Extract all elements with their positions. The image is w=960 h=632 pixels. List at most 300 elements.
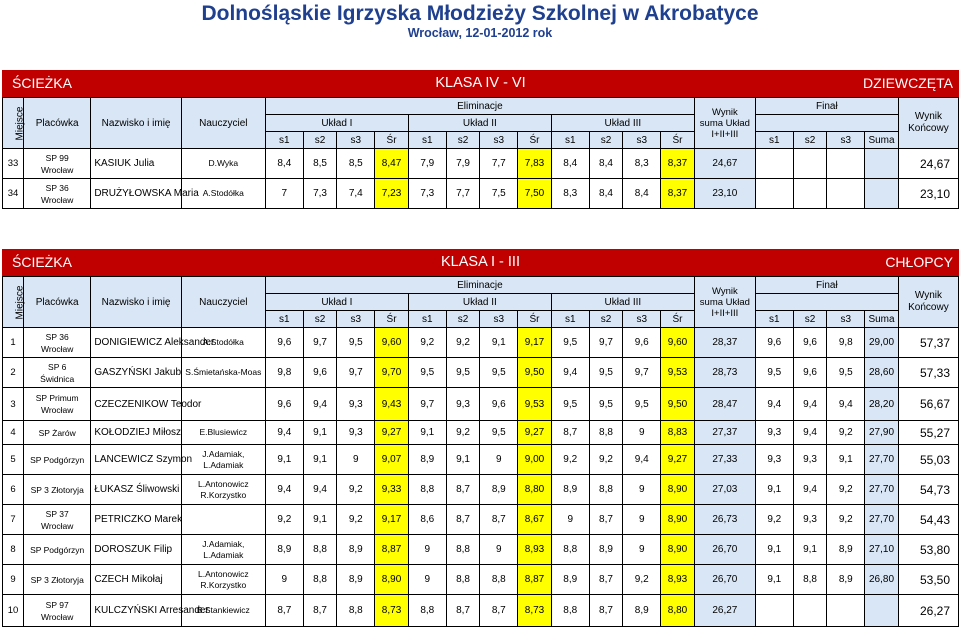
school-cell: SP 99 Wrocław xyxy=(24,149,91,179)
score-cell: 9,2 xyxy=(337,475,375,505)
score-cell: 9,6 xyxy=(480,388,518,421)
header-cell: s3 xyxy=(827,132,865,149)
final-score-cell: 9,2 xyxy=(827,421,865,445)
final-score-cell: 9,2 xyxy=(827,505,865,535)
header-cell: s2 xyxy=(589,132,623,149)
header-cell: Śr xyxy=(375,311,409,328)
section-girls-iv-vi xyxy=(2,70,959,209)
header-cell: s1 xyxy=(551,132,589,149)
score-cell: 8,7 xyxy=(303,595,337,627)
score-cell: 9,7 xyxy=(623,358,661,388)
score-cell: 8,7 xyxy=(551,421,589,445)
score-cell: 8,8 xyxy=(446,535,480,565)
score-cell: 9,1 xyxy=(480,328,518,358)
score-cell: 9,27 xyxy=(661,445,695,475)
score-cell: 8,7 xyxy=(480,505,518,535)
score-cell: 9 xyxy=(265,565,303,595)
final-score-cell: 9,4 xyxy=(827,388,865,421)
score-cell: 8,4 xyxy=(265,149,303,179)
score-cell: 8,87 xyxy=(518,565,552,595)
final-score-cell: 27,70 xyxy=(865,475,899,505)
score-cell: 8,8 xyxy=(408,595,446,627)
score-cell: 8,3 xyxy=(623,149,661,179)
header-cell: Układ III xyxy=(551,294,694,311)
page-subtitle: Wrocław, 12-01-2012 rok xyxy=(407,26,553,40)
final-total-cell: 53,80 xyxy=(898,535,958,565)
score-cell: 9,5 xyxy=(480,421,518,445)
banner-left: ŚCIEŻKA xyxy=(12,75,72,91)
header-miejsce: Miejsce xyxy=(3,277,24,328)
score-cell: 8,47 xyxy=(375,149,409,179)
score-cell: 9,6 xyxy=(623,328,661,358)
score-cell: 7,9 xyxy=(446,149,480,179)
score-cell: 9,43 xyxy=(375,388,409,421)
final-score-cell: 28,20 xyxy=(865,388,899,421)
score-cell: 8,90 xyxy=(661,505,695,535)
school-cell: SP Podgórzyn xyxy=(24,445,91,475)
score-cell: 9,4 xyxy=(623,445,661,475)
place-cell: 1 xyxy=(3,328,24,358)
header-cell: Układ I xyxy=(265,115,408,132)
header-cell: s1 xyxy=(551,311,589,328)
final-score-cell xyxy=(755,595,793,627)
score-cell: 9,1 xyxy=(408,421,446,445)
athlete-name: KOŁODZIEJ Miłosz xyxy=(91,421,181,445)
header-cell: Nazwisko i imię xyxy=(91,98,181,149)
section-boys-i-iii xyxy=(2,249,959,627)
score-cell: 9,4 xyxy=(303,475,337,505)
score-cell: 8,8 xyxy=(589,475,623,505)
final-score-cell xyxy=(827,179,865,209)
header-wynik-koncowy: Wynik Końcowy xyxy=(898,98,958,149)
header-cell: Układ II xyxy=(408,115,551,132)
table-row xyxy=(3,358,959,388)
score-cell: 9,60 xyxy=(375,328,409,358)
score-cell: 8,4 xyxy=(551,149,589,179)
table-row xyxy=(3,475,959,505)
header-cell: Układ II xyxy=(408,294,551,311)
teacher-cell: J.Adamiak, L.Adamiak xyxy=(181,535,265,565)
school-cell: SP 36 Wrocław xyxy=(24,328,91,358)
score-cell: 7,9 xyxy=(408,149,446,179)
score-cell: 8,67 xyxy=(518,505,552,535)
score-cell: 7,3 xyxy=(408,179,446,209)
score-cell: 8,9 xyxy=(408,445,446,475)
score-cell: 9,5 xyxy=(589,388,623,421)
elim-sum-cell: 27,33 xyxy=(694,445,755,475)
score-cell: 9,5 xyxy=(623,388,661,421)
final-score-cell: 9,8 xyxy=(827,328,865,358)
school-cell: SP 97 Wrocław xyxy=(24,595,91,627)
final-total-cell: 56,67 xyxy=(898,388,958,421)
score-cell: 9,2 xyxy=(589,445,623,475)
final-total-cell: 24,67 xyxy=(898,149,958,179)
final-score-cell: 9,5 xyxy=(827,358,865,388)
place-cell: 5 xyxy=(3,445,24,475)
header-cell: Śr xyxy=(661,311,695,328)
header-cell: Układ III xyxy=(551,115,694,132)
final-total-cell: 54,43 xyxy=(898,505,958,535)
athlete-name: CZECZENIKOW Teodor xyxy=(91,388,181,421)
table-row xyxy=(3,505,959,535)
score-cell: 8,8 xyxy=(480,565,518,595)
athlete-name: DOROSZUK Filip xyxy=(91,535,181,565)
banner-left: ŚCIEŻKA xyxy=(12,254,72,270)
final-total-cell: 26,27 xyxy=(898,595,958,627)
final-score-cell xyxy=(827,149,865,179)
school-cell: SP 3 Złotoryja xyxy=(24,475,91,505)
score-cell: 9,1 xyxy=(303,421,337,445)
header-cell: s1 xyxy=(408,311,446,328)
score-cell: 9,1 xyxy=(265,445,303,475)
score-cell: 9,17 xyxy=(518,328,552,358)
header-cell: Suma xyxy=(865,311,899,328)
score-cell: 9 xyxy=(623,535,661,565)
score-cell: 8,8 xyxy=(446,565,480,595)
elim-sum-cell: 24,67 xyxy=(694,149,755,179)
header-cell: Układ I xyxy=(265,294,408,311)
score-cell: 8,7 xyxy=(589,565,623,595)
table-row xyxy=(3,445,959,475)
score-cell: 7 xyxy=(265,179,303,209)
final-score-cell: 8,8 xyxy=(793,565,827,595)
teacher-cell: E.Blusiewicz xyxy=(181,421,265,445)
place-cell: 2 xyxy=(3,358,24,388)
athlete-name: GASZYŃSKI Jakub xyxy=(91,358,181,388)
score-cell: 9,1 xyxy=(303,445,337,475)
score-cell: 9,33 xyxy=(375,475,409,505)
final-total-cell: 55,03 xyxy=(898,445,958,475)
place-cell: 34 xyxy=(3,179,24,209)
header-cell: s2 xyxy=(589,311,623,328)
score-cell: 9 xyxy=(408,535,446,565)
final-score-cell xyxy=(793,595,827,627)
header-cell: s3 xyxy=(480,311,518,328)
header-cell: s3 xyxy=(480,132,518,149)
score-cell: 9,17 xyxy=(375,505,409,535)
final-score-cell: 9,4 xyxy=(793,388,827,421)
athlete-name: KULCZYŃSKI Arresander xyxy=(91,595,181,627)
score-cell: 9,27 xyxy=(518,421,552,445)
header-cell: s1 xyxy=(755,311,793,328)
score-cell: 9,3 xyxy=(337,421,375,445)
score-cell: 8,4 xyxy=(589,149,623,179)
score-cell: 9 xyxy=(408,565,446,595)
school-cell: SP Podgórzyn xyxy=(24,535,91,565)
score-cell: 9 xyxy=(623,505,661,535)
score-cell: 8,9 xyxy=(337,565,375,595)
score-cell: 8,8 xyxy=(303,565,337,595)
teacher-cell: L.Antonowicz R.Korzystko xyxy=(181,475,265,505)
table-row xyxy=(3,388,959,421)
score-cell: 8,9 xyxy=(623,595,661,627)
final-score-cell: 8,9 xyxy=(827,565,865,595)
score-cell: 9,8 xyxy=(265,358,303,388)
final-score-cell: 27,70 xyxy=(865,445,899,475)
final-total-cell: 57,37 xyxy=(898,328,958,358)
score-cell: 8,37 xyxy=(661,149,695,179)
score-cell: 9,2 xyxy=(551,445,589,475)
score-cell: 9,3 xyxy=(337,388,375,421)
score-cell: 8,93 xyxy=(518,535,552,565)
header-cell: Śr xyxy=(375,132,409,149)
score-cell: 9,4 xyxy=(265,475,303,505)
score-cell: 9,5 xyxy=(408,358,446,388)
score-cell: 8,80 xyxy=(518,475,552,505)
score-cell: 9,2 xyxy=(623,565,661,595)
score-cell: 9,7 xyxy=(589,328,623,358)
header-cell: s3 xyxy=(337,311,375,328)
header-cell: s3 xyxy=(623,132,661,149)
score-cell: 7,50 xyxy=(518,179,552,209)
teacher-cell: L.Antonowicz R.Korzystko xyxy=(181,565,265,595)
elim-sum-cell: 27,37 xyxy=(694,421,755,445)
score-cell: 9,6 xyxy=(265,328,303,358)
score-cell: 8,8 xyxy=(551,535,589,565)
teacher-cell: J.Adamiak, L.Adamiak xyxy=(181,445,265,475)
score-cell: 8,7 xyxy=(480,595,518,627)
final-score-cell: 8,9 xyxy=(827,535,865,565)
header-cell: s3 xyxy=(337,132,375,149)
header-cell: s2 xyxy=(793,311,827,328)
header-cell: s2 xyxy=(446,132,480,149)
score-cell: 7,23 xyxy=(375,179,409,209)
school-cell: SP 3 Złotoryja xyxy=(24,565,91,595)
place-cell: 33 xyxy=(3,149,24,179)
header-miejsce: Miejsce xyxy=(3,98,24,149)
score-cell: 8,83 xyxy=(661,421,695,445)
score-cell: 7,83 xyxy=(518,149,552,179)
final-score-cell: 9,3 xyxy=(755,445,793,475)
place-cell: 10 xyxy=(3,595,24,627)
score-cell: 8,3 xyxy=(551,179,589,209)
final-score-cell: 9,4 xyxy=(793,421,827,445)
place-cell: 9 xyxy=(3,565,24,595)
header-cell: s2 xyxy=(446,311,480,328)
final-score-cell: 9,1 xyxy=(755,535,793,565)
final-score-cell: 9,2 xyxy=(755,505,793,535)
table-row xyxy=(3,149,959,179)
table-row xyxy=(3,421,959,445)
elim-sum-cell: 26,70 xyxy=(694,565,755,595)
final-score-cell: 27,70 xyxy=(865,505,899,535)
score-cell: 9,50 xyxy=(661,388,695,421)
header-cell: Śr xyxy=(518,311,552,328)
score-cell: 8,9 xyxy=(551,475,589,505)
header-cell: Nauczyciel xyxy=(181,277,265,328)
header-cell: Suma xyxy=(865,132,899,149)
header-cell: Eliminacje xyxy=(265,277,694,294)
school-cell: SP Żarów xyxy=(24,421,91,445)
score-cell: 9,07 xyxy=(375,445,409,475)
header-cell: s1 xyxy=(265,132,303,149)
header-cell: s3 xyxy=(623,311,661,328)
score-cell: 9,5 xyxy=(589,358,623,388)
score-cell: 8,8 xyxy=(408,475,446,505)
teacher-cell: B.Stankiewicz xyxy=(181,595,265,627)
score-cell: 8,80 xyxy=(661,595,695,627)
elim-sum-cell: 28,73 xyxy=(694,358,755,388)
header-cell: s2 xyxy=(793,132,827,149)
score-cell: 9 xyxy=(337,445,375,475)
header-wynik-suma: Wynik suma Układ I+II+III xyxy=(694,98,755,149)
final-score-cell xyxy=(865,179,899,209)
athlete-name: DONIGIEWICZ Aleksander xyxy=(91,328,181,358)
score-cell: 9,3 xyxy=(446,388,480,421)
final-score-cell: 9,6 xyxy=(793,358,827,388)
athlete-name: LANCEWICZ Szymon xyxy=(91,445,181,475)
final-total-cell: 53,50 xyxy=(898,565,958,595)
score-cell: 8,6 xyxy=(408,505,446,535)
final-spacer xyxy=(755,115,898,132)
score-cell: 9,53 xyxy=(661,358,695,388)
score-cell: 9,2 xyxy=(446,328,480,358)
score-cell: 7,5 xyxy=(480,179,518,209)
final-score-cell: 9,3 xyxy=(793,505,827,535)
final-score-cell: 9,1 xyxy=(793,535,827,565)
score-cell: 8,73 xyxy=(375,595,409,627)
score-cell: 9 xyxy=(480,445,518,475)
final-total-cell: 23,10 xyxy=(898,179,958,209)
final-score-cell xyxy=(865,595,899,627)
teacher-cell xyxy=(181,505,265,535)
score-cell: 9,1 xyxy=(303,505,337,535)
score-cell: 8,8 xyxy=(589,421,623,445)
score-cell: 8,9 xyxy=(480,475,518,505)
score-cell: 8,90 xyxy=(661,475,695,505)
score-cell: 9,2 xyxy=(446,421,480,445)
score-cell: 9,6 xyxy=(265,388,303,421)
score-cell: 9,00 xyxy=(518,445,552,475)
score-cell: 8,37 xyxy=(661,179,695,209)
header-wynik-koncowy: Wynik Końcowy xyxy=(898,277,958,328)
final-score-cell xyxy=(793,149,827,179)
score-cell: 8,7 xyxy=(446,505,480,535)
score-cell: 9,7 xyxy=(408,388,446,421)
place-cell: 6 xyxy=(3,475,24,505)
score-cell: 8,87 xyxy=(375,535,409,565)
results-table xyxy=(2,97,959,209)
elim-sum-cell: 23,10 xyxy=(694,179,755,209)
score-cell: 8,5 xyxy=(337,149,375,179)
athlete-name: KASIUK Julia xyxy=(91,149,181,179)
athlete-name: CZECH Mikołaj xyxy=(91,565,181,595)
score-cell: 7,3 xyxy=(303,179,337,209)
school-cell: SP 36 Wrocław xyxy=(24,179,91,209)
final-score-cell: 27,90 xyxy=(865,421,899,445)
score-cell: 8,93 xyxy=(661,565,695,595)
score-cell: 7,4 xyxy=(337,179,375,209)
final-score-cell: 26,80 xyxy=(865,565,899,595)
final-score-cell: 9,4 xyxy=(793,475,827,505)
score-cell: 9,2 xyxy=(337,505,375,535)
score-cell: 8,7 xyxy=(446,475,480,505)
table-row xyxy=(3,595,959,627)
section-banner xyxy=(2,70,959,97)
score-cell: 9,70 xyxy=(375,358,409,388)
score-cell: 8,9 xyxy=(589,535,623,565)
header-cell: Śr xyxy=(518,132,552,149)
final-total-cell: 55,27 xyxy=(898,421,958,445)
score-cell: 8,9 xyxy=(265,535,303,565)
final-score-cell: 9,1 xyxy=(755,565,793,595)
score-cell: 9,1 xyxy=(446,445,480,475)
score-cell: 9,2 xyxy=(265,505,303,535)
final-score-cell xyxy=(865,149,899,179)
teacher-cell: D.Wyka xyxy=(181,149,265,179)
score-cell: 8,73 xyxy=(518,595,552,627)
final-score-cell xyxy=(755,179,793,209)
header-cell: s2 xyxy=(303,311,337,328)
header-cell: Śr xyxy=(661,132,695,149)
banner-center: KLASA I - III xyxy=(441,254,520,270)
score-cell: 9,6 xyxy=(303,358,337,388)
teacher-cell: A.Stodółka xyxy=(181,328,265,358)
score-cell: 8,4 xyxy=(623,179,661,209)
banner-center: KLASA IV - VI xyxy=(435,75,526,91)
score-cell: 9,5 xyxy=(551,388,589,421)
place-cell: 7 xyxy=(3,505,24,535)
final-score-cell: 9,4 xyxy=(755,388,793,421)
header-wynik-suma: Wynik suma Układ I+II+III xyxy=(694,277,755,328)
place-cell: 3 xyxy=(3,388,24,421)
score-cell: 9,4 xyxy=(265,421,303,445)
header-cell: Eliminacje xyxy=(265,98,694,115)
elim-sum-cell: 28,47 xyxy=(694,388,755,421)
final-score-cell xyxy=(793,179,827,209)
header-cell: Finał xyxy=(755,98,898,115)
score-cell: 8,9 xyxy=(551,565,589,595)
score-cell: 8,7 xyxy=(446,595,480,627)
banner-right: DZIEWCZĘTA xyxy=(863,75,953,91)
header-cell: s1 xyxy=(408,132,446,149)
school-cell: SP Primum Wrocław xyxy=(24,388,91,421)
score-cell: 9 xyxy=(551,505,589,535)
score-cell: 9,5 xyxy=(551,328,589,358)
score-cell: 8,7 xyxy=(589,595,623,627)
final-score-cell: 27,10 xyxy=(865,535,899,565)
banner-right: CHŁOPCY xyxy=(885,254,953,270)
score-cell: 9,4 xyxy=(303,388,337,421)
elim-sum-cell: 26,73 xyxy=(694,505,755,535)
score-cell: 9,27 xyxy=(375,421,409,445)
score-cell: 7,7 xyxy=(480,149,518,179)
final-spacer xyxy=(755,294,898,311)
score-cell: 9,50 xyxy=(518,358,552,388)
header-cell: s2 xyxy=(303,132,337,149)
teacher-cell: A.Stodółka xyxy=(181,179,265,209)
score-cell: 9,4 xyxy=(551,358,589,388)
final-score-cell: 9,1 xyxy=(755,475,793,505)
score-cell: 9,53 xyxy=(518,388,552,421)
score-cell: 7,7 xyxy=(446,179,480,209)
elim-sum-cell: 26,27 xyxy=(694,595,755,627)
header-cell: s1 xyxy=(755,132,793,149)
table-row xyxy=(3,328,959,358)
header-cell: Placówka xyxy=(24,277,91,328)
final-score-cell xyxy=(827,595,865,627)
table-row xyxy=(3,565,959,595)
score-cell: 9,5 xyxy=(480,358,518,388)
header-cell: Finał xyxy=(755,277,898,294)
school-cell: SP 37 Wrocław xyxy=(24,505,91,535)
elim-sum-cell: 28,37 xyxy=(694,328,755,358)
table-row xyxy=(3,179,959,209)
teacher-cell: S.Śmietańska-Moas xyxy=(181,358,265,388)
score-cell: 9 xyxy=(623,475,661,505)
athlete-name: DRUŻYŁOWSKA Maria xyxy=(91,179,181,209)
final-score-cell: 9,6 xyxy=(755,328,793,358)
